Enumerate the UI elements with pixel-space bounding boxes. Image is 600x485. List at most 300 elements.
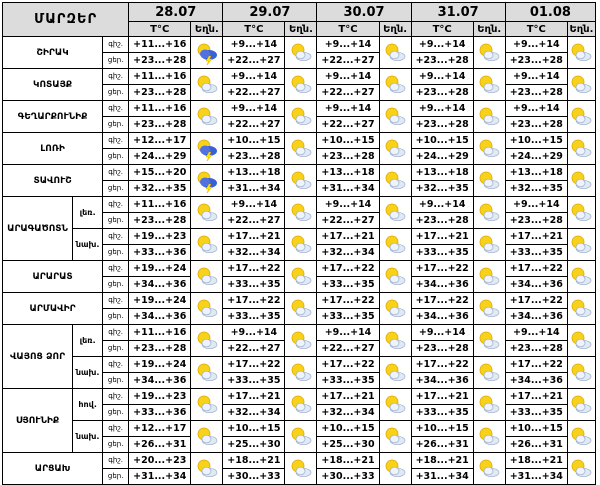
- night-label: գիշ.: [103, 101, 128, 117]
- weather-cell: [379, 133, 411, 165]
- temperature-cell: [129, 453, 191, 485]
- weather-cell: [379, 261, 411, 293]
- day-temperature: +23...+28: [415, 119, 469, 130]
- day-temperature: +33...+35: [321, 375, 375, 386]
- temperature-cell: [505, 453, 567, 485]
- night-temperature: +10...+15: [317, 133, 378, 149]
- weather-cell: [285, 261, 317, 293]
- temperature-cell: [223, 389, 285, 421]
- region-name: ԱՐՄԱՎԻՐ: [3, 293, 103, 325]
- temperature-cell: [223, 293, 285, 325]
- night-label: գիշ.: [103, 37, 128, 53]
- sun-cloud-icon: [191, 105, 222, 129]
- sun-cloud-icon: [474, 137, 505, 161]
- sun-cloud-icon: [380, 137, 411, 161]
- day-temperature: +32...+35: [415, 183, 469, 194]
- sun-cloud-icon: [474, 105, 505, 129]
- day-temperature: +22...+27: [321, 87, 375, 98]
- night-temperature: +17...+22: [412, 261, 473, 277]
- night-temperature: +17...+22: [317, 261, 378, 277]
- day-temperature: +22...+27: [227, 215, 281, 226]
- weather-header: Եղն.: [473, 22, 505, 37]
- day-temperature: +23...+28: [133, 87, 187, 98]
- sun-cloud-thunder-icon: [191, 169, 222, 193]
- day-temperature: +34...+36: [509, 375, 563, 386]
- sun-cloud-icon: [191, 297, 222, 321]
- sun-cloud-icon: [380, 41, 411, 65]
- weather-cell: [191, 261, 223, 293]
- night-day-labels: [103, 357, 129, 389]
- night-label: գիշ.: [103, 165, 128, 181]
- date-header: 01.08: [505, 3, 595, 22]
- sun-cloud-icon: [380, 169, 411, 193]
- weather-cell: [567, 133, 595, 165]
- day-temperature: +23...+28: [415, 215, 469, 226]
- weather-cell: [191, 389, 223, 421]
- day-temperature: +34...+36: [133, 375, 187, 386]
- night-temperature: +9...+14: [317, 37, 378, 53]
- night-label: գիշ.: [103, 133, 128, 149]
- day-temperature: +24...+29: [133, 151, 187, 162]
- day-temperature: +31...+34: [415, 471, 469, 482]
- night-temperature: +12...+17: [129, 133, 190, 149]
- temperature-cell: [317, 69, 379, 101]
- region-name: ԱՐՑԱԽ: [3, 453, 103, 485]
- day-temperature: +25...+30: [227, 439, 281, 450]
- weather-cell: [567, 421, 595, 453]
- temperature-cell: [223, 261, 285, 293]
- day-label: ցեր.: [107, 248, 124, 256]
- day-temperature: +31...+34: [227, 183, 281, 194]
- day-temperature: +31...+34: [133, 471, 187, 482]
- night-temperature: +9...+14: [317, 197, 378, 213]
- night-label: գիշ.: [103, 421, 128, 437]
- temperature-cell: [223, 101, 285, 133]
- night-temperature: +20...+23: [129, 453, 190, 469]
- night-temperature: +19...+23: [129, 389, 190, 405]
- table-row: [3, 197, 596, 229]
- day-temperature: +23...+28: [509, 55, 563, 66]
- weather-cell: [285, 37, 317, 69]
- day-temperature: +23...+28: [509, 215, 563, 226]
- temp-header: T°C: [317, 22, 379, 37]
- temperature-cell: [223, 197, 285, 229]
- sun-cloud-icon: [474, 361, 505, 385]
- temperature-cell: [317, 389, 379, 421]
- weather-cell: [191, 69, 223, 101]
- temperature-cell: [505, 197, 567, 229]
- sun-cloud-icon: [191, 233, 222, 257]
- day-temperature: +22...+27: [321, 119, 375, 130]
- day-temperature: +22...+27: [321, 343, 375, 354]
- sun-cloud-icon: [285, 329, 316, 353]
- sun-cloud-icon: [285, 361, 316, 385]
- temperature-cell: [223, 453, 285, 485]
- day-label: ցեր.: [107, 408, 124, 416]
- temperature-cell: [411, 325, 473, 357]
- weather-cell: [473, 37, 505, 69]
- sun-cloud-icon: [191, 73, 222, 97]
- weather-cell: [567, 165, 595, 197]
- date-header: 29.07: [223, 3, 317, 22]
- night-label: գիշ.: [103, 229, 128, 245]
- temp-header: T°C: [505, 22, 567, 37]
- region-name: ՏԱՎՈՒՇ: [3, 165, 103, 197]
- night-day-labels: [103, 229, 129, 261]
- sun-cloud-icon: [380, 265, 411, 289]
- weather-cell: [567, 197, 595, 229]
- day-temperature: +24...+29: [415, 151, 469, 162]
- night-temperature: +12...+17: [129, 421, 190, 437]
- weather-cell: [379, 389, 411, 421]
- weather-cell: [473, 101, 505, 133]
- sun-cloud-icon: [191, 265, 222, 289]
- night-label: գիշ.: [103, 197, 128, 213]
- sun-cloud-icon: [474, 425, 505, 449]
- sun-cloud-icon: [568, 393, 595, 417]
- weather-cell: [473, 389, 505, 421]
- temperature-cell: [317, 357, 379, 389]
- weather-cell: [191, 325, 223, 357]
- subregion-label: նախ.: [73, 229, 103, 261]
- night-temperature: +9...+14: [412, 197, 473, 213]
- region-name: ԼՈՌԻ: [3, 133, 103, 165]
- day-temperature: +22...+27: [321, 55, 375, 66]
- day-temperature: +23...+28: [415, 343, 469, 354]
- date-header: 28.07: [129, 3, 223, 22]
- day-temperature: +23...+28: [509, 87, 563, 98]
- night-temperature: +19...+24: [129, 293, 190, 309]
- day-temperature: +30...+33: [227, 471, 281, 482]
- day-temperature: +34...+36: [133, 311, 187, 322]
- sun-cloud-icon: [474, 73, 505, 97]
- night-temperature: +17...+21: [412, 389, 473, 405]
- temperature-cell: [317, 293, 379, 325]
- weather-cell: [285, 453, 317, 485]
- weather-cell: [567, 261, 595, 293]
- night-temperature: +15...+20: [129, 165, 190, 181]
- temperature-cell: [223, 325, 285, 357]
- temperature-cell: [317, 133, 379, 165]
- weather-cell: [567, 229, 595, 261]
- night-label: գիշ.: [103, 453, 128, 469]
- day-label: ցեր.: [107, 472, 124, 480]
- night-temperature: +17...+21: [317, 229, 378, 245]
- temp-header: T°C: [129, 22, 191, 37]
- sun-cloud-icon: [568, 361, 595, 385]
- weather-cell: [567, 37, 595, 69]
- temperature-cell: [505, 325, 567, 357]
- day-temperature: +22...+27: [227, 55, 281, 66]
- day-label: ցեր.: [107, 56, 124, 64]
- table-row: [3, 133, 596, 165]
- day-label: ցեր.: [107, 376, 124, 384]
- night-temperature: +13...+18: [317, 165, 378, 181]
- night-temperature: +17...+22: [506, 357, 567, 373]
- day-label: ցեր.: [107, 184, 124, 192]
- sun-cloud-icon: [285, 297, 316, 321]
- night-label: գիշ.: [103, 357, 128, 373]
- sun-cloud-icon: [191, 329, 222, 353]
- night-temperature: +11...+16: [129, 101, 190, 117]
- weather-cell: [567, 101, 595, 133]
- night-temperature: +10...+15: [317, 421, 378, 437]
- night-temperature: +9...+14: [317, 69, 378, 85]
- weather-cell: [567, 293, 595, 325]
- day-label: ցեր.: [107, 88, 124, 96]
- sun-cloud-icon: [568, 329, 595, 353]
- night-temperature: +11...+16: [129, 69, 190, 85]
- table-row: [3, 69, 596, 101]
- night-day-labels: [103, 197, 129, 229]
- weather-cell: [379, 357, 411, 389]
- night-temperature: +9...+14: [506, 69, 567, 85]
- region-name: ՇԻՐԱԿ: [3, 37, 103, 69]
- forecast-body: [3, 37, 596, 485]
- day-temperature: +23...+28: [415, 87, 469, 98]
- date-header-row: [3, 3, 596, 22]
- weather-cell: [285, 421, 317, 453]
- region-name: ԳԵՂԱՐՔՈՒՆԻՔ: [3, 101, 103, 133]
- night-temperature: +9...+14: [506, 325, 567, 341]
- weather-cell: [379, 325, 411, 357]
- night-temperature: +10...+15: [412, 421, 473, 437]
- night-temperature: +9...+14: [412, 37, 473, 53]
- sun-cloud-icon: [285, 457, 316, 481]
- date-header: 30.07: [317, 3, 411, 22]
- night-temperature: +18...+21: [223, 453, 284, 469]
- day-temperature: +31...+34: [321, 183, 375, 194]
- temperature-cell: [411, 229, 473, 261]
- day-temperature: +22...+27: [227, 119, 281, 130]
- weather-cell: [567, 357, 595, 389]
- sun-cloud-icon: [568, 425, 595, 449]
- weather-cell: [191, 197, 223, 229]
- region-name: ՎԱՅՈՑ ՁՈՐ: [3, 325, 73, 389]
- sun-cloud-icon: [474, 329, 505, 353]
- temperature-cell: [223, 37, 285, 69]
- day-temperature: +23...+28: [133, 343, 187, 354]
- weather-cell: [379, 293, 411, 325]
- night-day-labels: [103, 165, 129, 197]
- night-day-labels: [103, 325, 129, 357]
- sun-cloud-icon: [568, 297, 595, 321]
- weather-cell: [191, 421, 223, 453]
- day-temperature: +23...+28: [133, 119, 187, 130]
- sun-cloud-icon: [568, 233, 595, 257]
- day-temperature: +22...+27: [321, 215, 375, 226]
- night-label: գիշ.: [103, 293, 128, 309]
- weather-cell: [191, 165, 223, 197]
- weather-cell: [379, 453, 411, 485]
- sun-cloud-icon: [474, 201, 505, 225]
- night-temperature: +17...+22: [412, 293, 473, 309]
- night-temperature: +17...+21: [223, 229, 284, 245]
- night-temperature: +17...+22: [317, 293, 378, 309]
- temperature-cell: [505, 421, 567, 453]
- sun-cloud-thunder-icon: [191, 137, 222, 161]
- weather-cell: [473, 69, 505, 101]
- sun-cloud-icon: [474, 169, 505, 193]
- day-temperature: +34...+36: [509, 279, 563, 290]
- night-temperature: +18...+21: [317, 453, 378, 469]
- day-temperature: +33...+36: [133, 247, 187, 258]
- temperature-cell: [505, 133, 567, 165]
- night-temperature: +17...+22: [412, 357, 473, 373]
- night-label: գիշ.: [103, 69, 128, 85]
- night-day-labels: [103, 101, 129, 133]
- temperature-cell: [317, 453, 379, 485]
- temperature-cell: [223, 421, 285, 453]
- temperature-cell: [505, 389, 567, 421]
- weather-cell: [285, 165, 317, 197]
- temperature-cell: [129, 325, 191, 357]
- night-temperature: +11...+16: [129, 37, 190, 53]
- night-temperature: +9...+14: [412, 101, 473, 117]
- sun-cloud-icon: [191, 457, 222, 481]
- night-day-labels: [103, 37, 129, 69]
- day-temperature: +23...+28: [415, 55, 469, 66]
- night-temperature: +19...+23: [129, 229, 190, 245]
- temperature-cell: [505, 357, 567, 389]
- weather-cell: [285, 69, 317, 101]
- day-temperature: +34...+36: [415, 375, 469, 386]
- weather-cell: [285, 357, 317, 389]
- night-temperature: +10...+15: [223, 421, 284, 437]
- date-header: 31.07: [411, 3, 505, 22]
- temperature-cell: [223, 229, 285, 261]
- weather-cell: [473, 325, 505, 357]
- day-temperature: +33...+35: [415, 407, 469, 418]
- sun-cloud-icon: [380, 73, 411, 97]
- night-temperature: +17...+21: [412, 229, 473, 245]
- weather-header: Եղն.: [379, 22, 411, 37]
- sun-cloud-icon: [380, 457, 411, 481]
- table-row: [3, 357, 596, 389]
- weather-cell: [285, 229, 317, 261]
- sun-cloud-icon: [474, 265, 505, 289]
- weather-cell: [285, 325, 317, 357]
- temperature-cell: [411, 261, 473, 293]
- temp-header: T°C: [223, 22, 285, 37]
- temperature-cell: [317, 165, 379, 197]
- temp-header: T°C: [411, 22, 473, 37]
- sun-cloud-icon: [285, 265, 316, 289]
- night-day-labels: [103, 293, 129, 325]
- day-temperature: +34...+36: [415, 311, 469, 322]
- temperature-cell: [505, 69, 567, 101]
- weather-cell: [191, 229, 223, 261]
- temperature-cell: [129, 357, 191, 389]
- day-label: ցեր.: [107, 280, 124, 288]
- night-temperature: +10...+15: [412, 133, 473, 149]
- day-label: ցեր.: [107, 120, 124, 128]
- sun-cloud-icon: [568, 137, 595, 161]
- day-label: ցեր.: [107, 152, 124, 160]
- day-temperature: +24...+29: [509, 151, 563, 162]
- night-temperature: +9...+14: [223, 69, 284, 85]
- temperature-cell: [505, 229, 567, 261]
- night-temperature: +18...+21: [506, 453, 567, 469]
- sun-cloud-icon: [568, 41, 595, 65]
- day-temperature: +23...+28: [133, 215, 187, 226]
- temperature-cell: [505, 261, 567, 293]
- weather-cell: [285, 133, 317, 165]
- sun-cloud-icon: [380, 201, 411, 225]
- temperature-cell: [129, 37, 191, 69]
- night-day-labels: [103, 389, 129, 421]
- night-temperature: +19...+24: [129, 261, 190, 277]
- forecast-page: [2, 2, 596, 485]
- night-day-labels: [103, 261, 129, 293]
- sun-cloud-icon: [380, 361, 411, 385]
- night-temperature: +17...+22: [223, 357, 284, 373]
- temperature-cell: [223, 69, 285, 101]
- sun-cloud-icon: [568, 457, 595, 481]
- temperature-cell: [411, 69, 473, 101]
- temperature-cell: [223, 165, 285, 197]
- night-temperature: +13...+18: [223, 165, 284, 181]
- day-temperature: +22...+27: [227, 87, 281, 98]
- weather-cell: [191, 357, 223, 389]
- subregion-label: նախ.: [73, 357, 103, 389]
- sun-cloud-icon: [474, 393, 505, 417]
- weather-cell: [379, 101, 411, 133]
- subregion-label: լեռ.: [73, 325, 103, 357]
- night-temperature: +13...+18: [506, 165, 567, 181]
- weather-cell: [285, 389, 317, 421]
- sun-cloud-icon: [285, 41, 316, 65]
- night-temperature: +9...+14: [412, 69, 473, 85]
- day-temperature: +33...+35: [509, 247, 563, 258]
- night-temperature: +11...+16: [129, 325, 190, 341]
- temperature-cell: [129, 133, 191, 165]
- sun-cloud-icon: [380, 393, 411, 417]
- night-temperature: +13...+18: [412, 165, 473, 181]
- day-temperature: +31...+34: [509, 471, 563, 482]
- night-temperature: +17...+21: [506, 229, 567, 245]
- table-row: [3, 101, 596, 133]
- temperature-cell: [129, 421, 191, 453]
- sun-cloud-icon: [191, 361, 222, 385]
- weather-cell: [473, 133, 505, 165]
- weather-cell: [473, 261, 505, 293]
- sun-cloud-icon: [191, 201, 222, 225]
- weather-cell: [473, 357, 505, 389]
- sun-cloud-icon: [380, 297, 411, 321]
- night-temperature: +9...+14: [223, 101, 284, 117]
- night-temperature: +17...+22: [223, 293, 284, 309]
- night-label: գիշ.: [103, 325, 128, 341]
- sun-cloud-icon: [380, 329, 411, 353]
- temperature-cell: [223, 133, 285, 165]
- temperature-cell: [411, 133, 473, 165]
- sun-cloud-icon: [285, 233, 316, 257]
- temperature-cell: [223, 357, 285, 389]
- weather-cell: [379, 165, 411, 197]
- temperature-cell: [505, 101, 567, 133]
- temperature-cell: [411, 293, 473, 325]
- night-day-labels: [103, 421, 129, 453]
- sun-cloud-thunder-icon: [191, 41, 222, 65]
- temperature-cell: [317, 325, 379, 357]
- sun-cloud-icon: [380, 425, 411, 449]
- day-temperature: +23...+28: [227, 151, 281, 162]
- night-temperature: +9...+14: [317, 325, 378, 341]
- weather-cell: [191, 101, 223, 133]
- day-label: ցեր.: [107, 440, 124, 448]
- weather-cell: [285, 101, 317, 133]
